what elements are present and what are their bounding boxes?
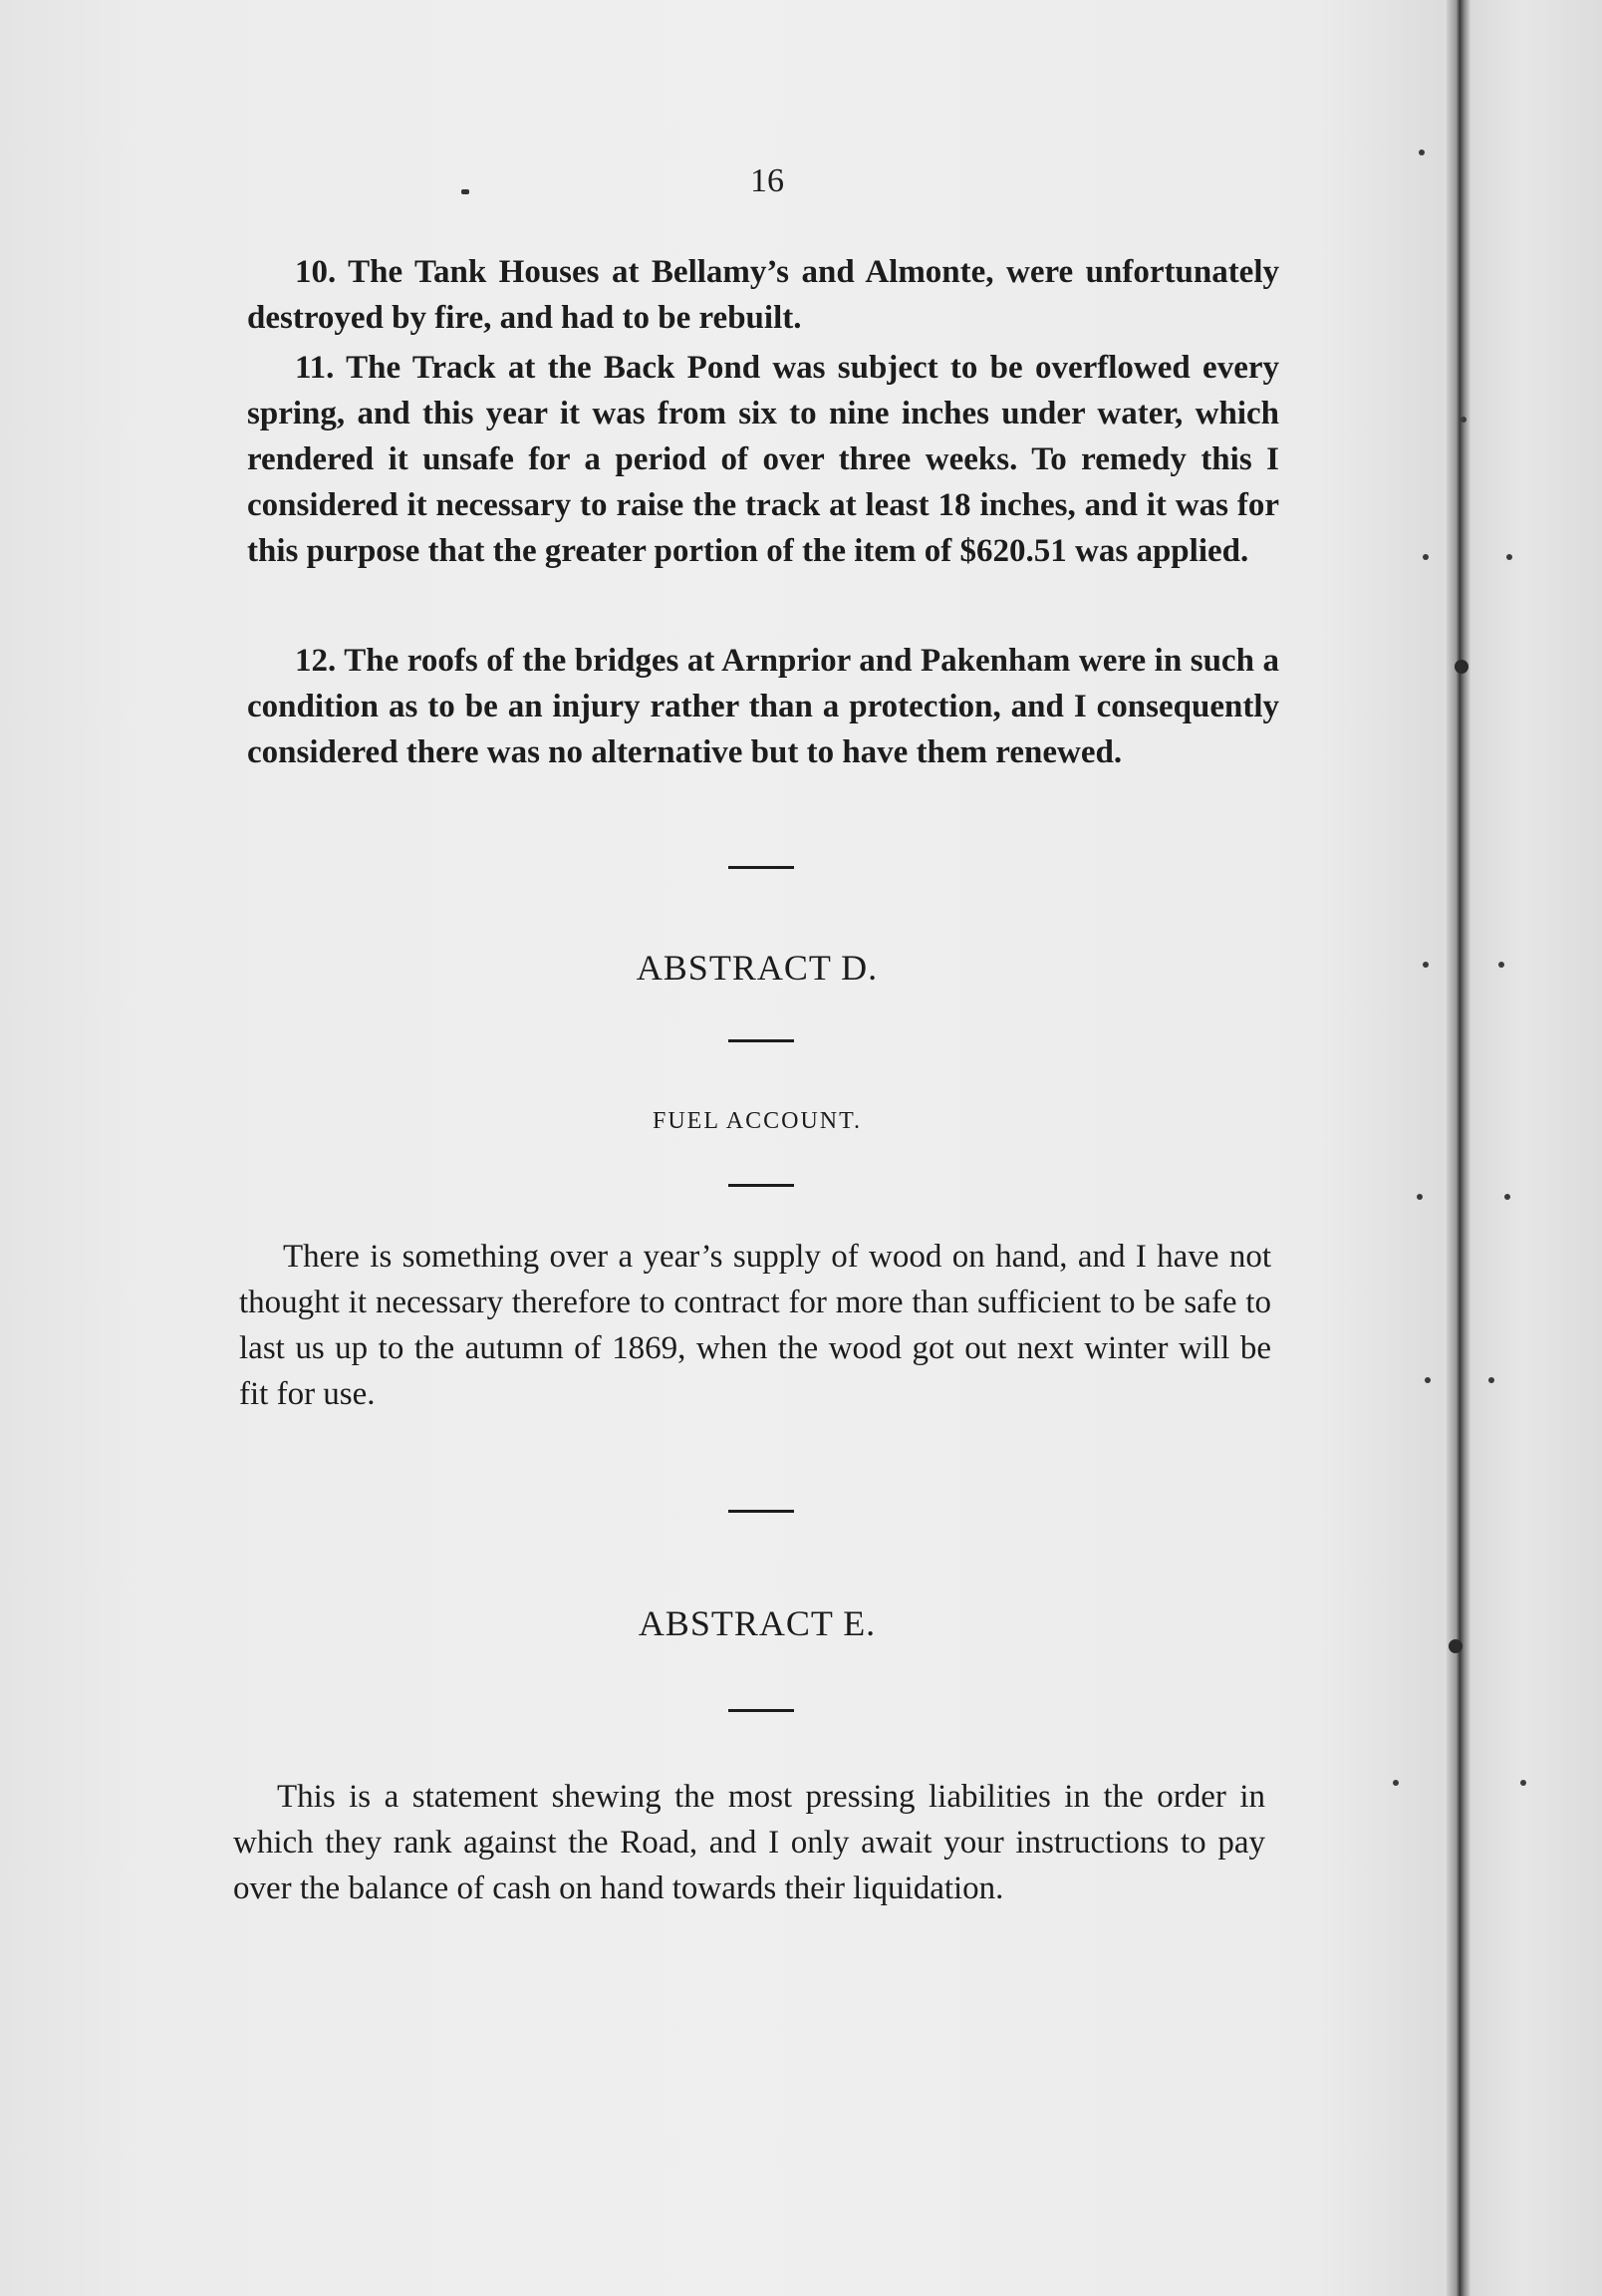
section-divider [728,1510,794,1513]
paragraph-item-10: 10. The Tank Houses at Bellamy’s and Almonte, were unfortunately destroyed by fire, and had to be rebuilt. [247,254,1279,336]
binding-stitch [1504,1194,1510,1200]
section-divider [728,866,794,869]
binding-stitch [1425,1377,1431,1383]
paragraph-item-11: 11. The Track at the Back Pond was subject to be overflowed every spring, and this year it was from six to nine inches under water, which rendered it unsafe for a period of over three weeks. To remedy this I considered it necessary to raise the track at least 18 inches, and it was for this purpose that the greater portion of the item of $620.51 was applied. [247,350,1279,569]
abstract-e-body: This is a statement shewing the most pressing liabilities in the order in which they rank against the Road, and I only await your instructions to pay over the balance of cash on hand towards their liquidation. [233,1779,1265,1906]
binding-stitch [1498,962,1504,968]
binding-stitch [1393,1780,1399,1786]
facing-page-edge [1470,0,1602,2296]
ink-speck [461,189,469,194]
section-divider [728,1039,794,1042]
binding-stitch [1520,1780,1526,1786]
binding-stitch [1488,1377,1494,1383]
book-spine [1447,0,1470,2296]
binding-knot [1449,1639,1463,1653]
binding-stitch [1506,554,1512,560]
abstract-d-heading: ABSTRACT D. [636,948,879,988]
binding-stitch [1419,149,1425,155]
section-divider [728,1709,794,1712]
paragraph-item-12: 12. The roofs of the bridges at Arnprior and Pakenham were in such a condition as to be an injury rather than a protection, and I consequently considered there was no alternative but to have them renewed. [247,643,1279,770]
binding-stitch [1423,962,1429,968]
abstract-d-subheading: FUEL ACCOUNT. [652,1108,862,1134]
binding-knot [1455,660,1468,674]
section-divider [728,1184,794,1187]
abstract-e-heading: ABSTRACT E. [638,1603,877,1643]
binding-stitch [1417,1194,1423,1200]
abstract-d-body: There is something over a year’s supply of wood on hand, and I have not thought it necessary therefore to contract for more than sufficient to be safe to last us up to the autumn of 1869, when the wood got out next winter will be fit for use. [239,1239,1271,1412]
page-number: 16 [750,162,784,199]
binding-stitch [1461,417,1467,423]
binding-stitch [1423,554,1429,560]
